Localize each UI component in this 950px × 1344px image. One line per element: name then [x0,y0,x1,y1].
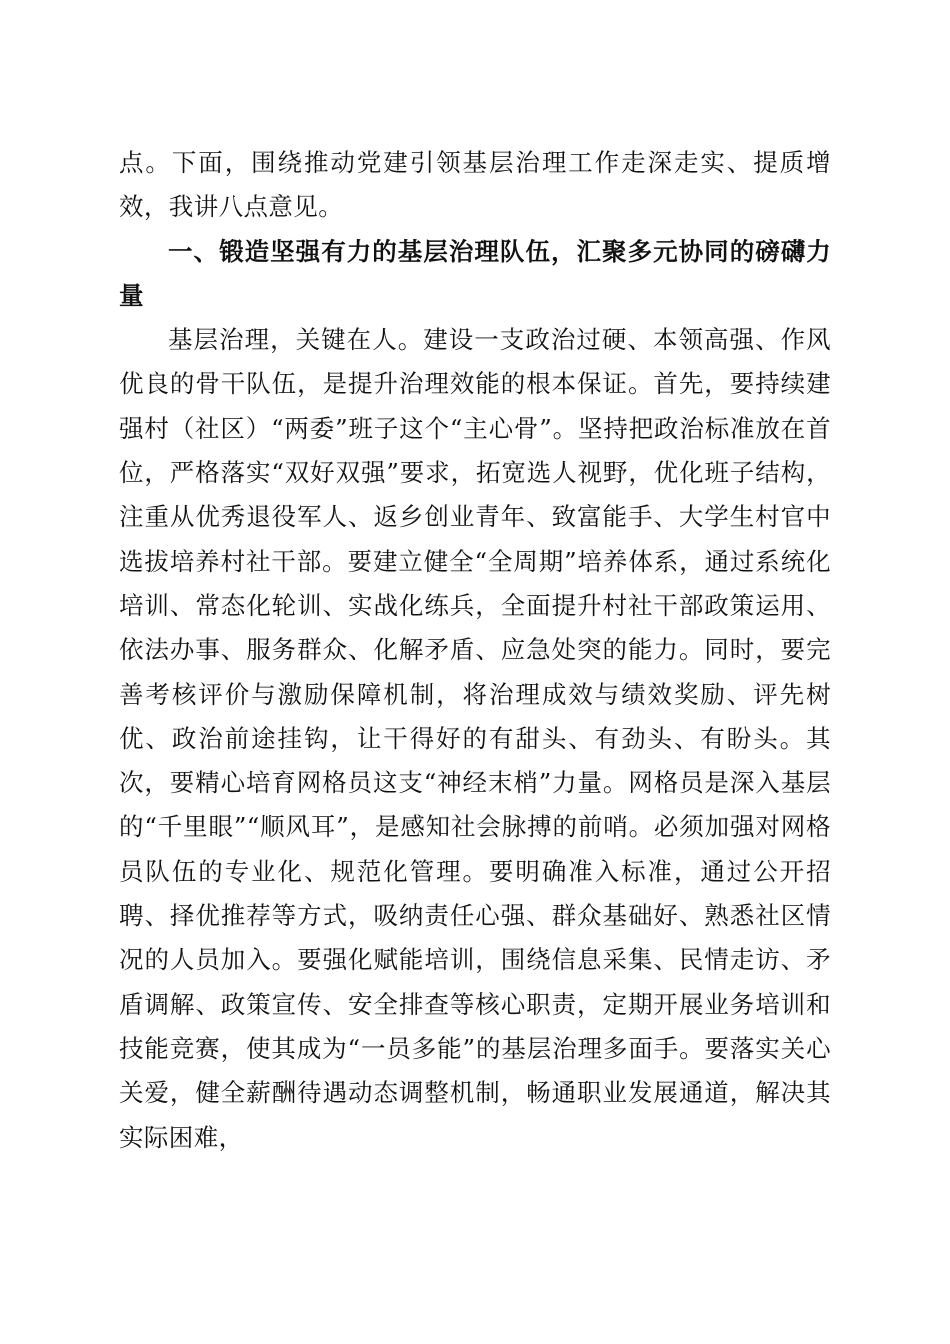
document-body [119,141,831,1160]
section-heading-1: 一、锻造坚强有力的基层治理队伍，汇聚多元协同的磅礴力量 [119,236,831,310]
paragraph-intro-continuation: 点。下面，围绕推动党建引领基层治理工作走深走实、提质增效，我讲八点意见。 [119,148,831,222]
paragraph-section-1-body: 基层治理，关键在人。建设一支政治过硬、本领高强、作风优良的骨干队伍，是提升治理效能的根本保证。首先，要持续建强村（社区）“两委”班子这个“主心骨”。坚持把政治标准放在首位，严格落实“双好双强”要求，拓宽选人视野，优化班子结构，注重从优秀退役军人、返乡创业青年、致富能手、大学生村官中选拔培养村社干部。要建立健全“全周期”培养体系，通过系统化培训、常态化轮训、实战化练兵，全面提升村社干部政策运用、依法办事、服务群众、化解矛盾、应急处突的能力。同时，要完善考核评价与激励保障机制，将治理成效与绩效奖励、评先树优、政治前途挂钩，让干得好的有甜头、有劲头、有盼头。其次，要精心培育网格员这支“神经末梢”力量。网格员是深入基层的“千里眼”“顺风耳”，是感知社会脉搏的前哨。必须加强对网格员队伍的专业化、规范化管理。要明确准入标准，通过公开招聘、择优推荐等方式，吸纳责任心强、群众基础好、熟悉社区情况的人员加入。要强化赋能培训，围绕信息采集、民情走访、矛盾调解、政策宣传、安全排查等核心职责，定期开展业务培训和技能竞赛，使其成为“一员多能”的基层治理多面手。要落实关心关爱，健全薪酬待遇动态调整机制，畅通职业发展通道，解决其实际困难， [119,325,831,1152]
